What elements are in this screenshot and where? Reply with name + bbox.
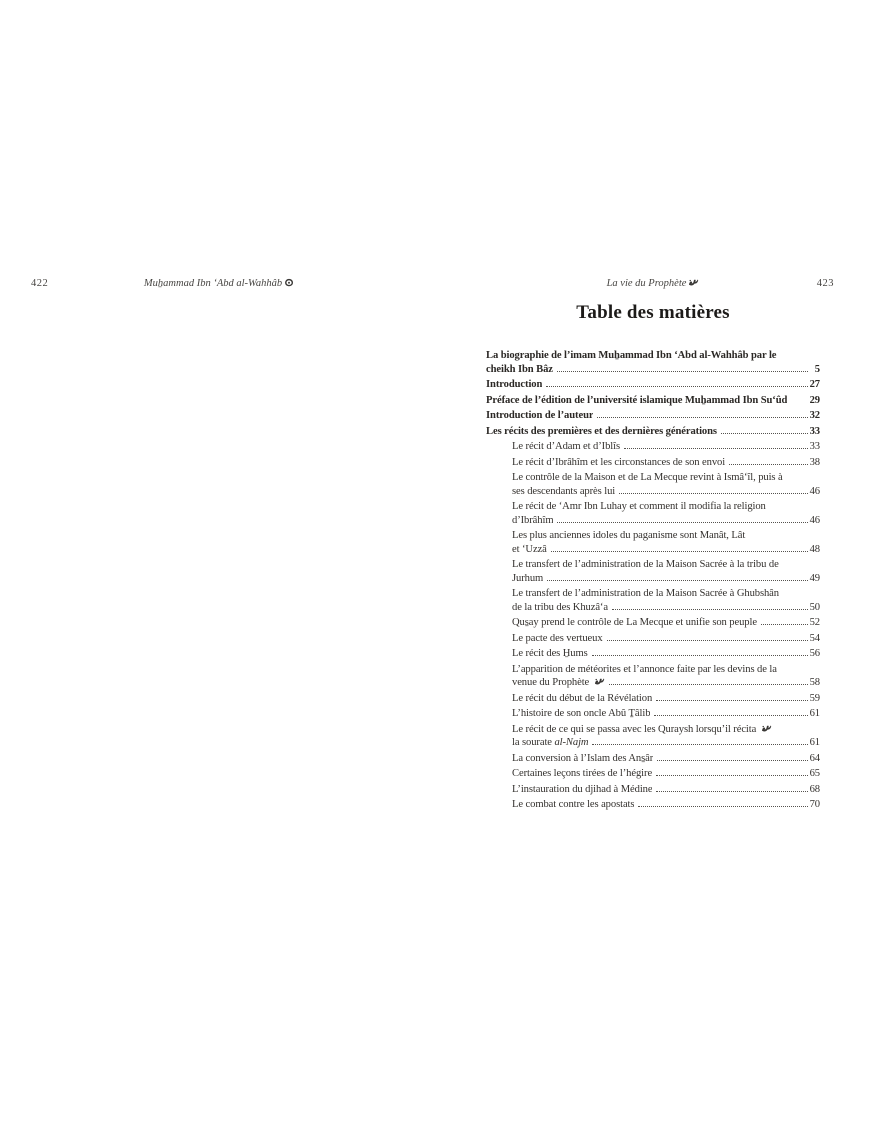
toc-page-number: 61 [809, 708, 820, 719]
dot-leader [612, 609, 808, 610]
toc-entry [486, 440, 820, 454]
dot-leader [761, 624, 808, 625]
toc-entry-text: L’apparition de météorites et l’annonce faite par les devins de la [512, 663, 777, 675]
toc-entry [486, 632, 820, 646]
right-running-head-text: La vie du Prophète [606, 278, 687, 289]
toc-line [512, 663, 820, 677]
saws-honorific-icon [594, 677, 605, 686]
toc-page-number: 54 [809, 632, 820, 644]
dot-leader [551, 551, 808, 552]
toc-entry-text: Introduction [486, 379, 543, 390]
toc-entry-text: Le contrôle de la Maison et de La Mecque revint à Ismâ‘îl, puis à [512, 472, 783, 483]
dot-leader [547, 580, 807, 581]
toc-entry [486, 409, 820, 423]
dot-leader [654, 715, 807, 716]
toc-line [486, 425, 820, 439]
toc-entry [486, 707, 820, 721]
toc-entry-text: Qus̱ay prend le contrôle de La Mecque et unifie son peuple [512, 617, 757, 628]
toc-line [512, 485, 820, 499]
toc-line [512, 543, 820, 557]
toc-entry [486, 692, 820, 706]
dot-leader [656, 775, 808, 776]
dot-leader [546, 386, 807, 387]
toc-line [512, 558, 820, 572]
toc-entry-text: Le combat contre les apostats [512, 799, 635, 810]
dot-leader [656, 791, 807, 792]
left-page-number: 422 [31, 278, 49, 289]
toc-line [512, 572, 820, 586]
dot-leader [592, 744, 807, 745]
toc-entry [486, 394, 820, 408]
toc-line [512, 692, 820, 706]
dot-leader [656, 700, 807, 701]
toc-entry [486, 767, 820, 781]
toc-line [512, 587, 820, 601]
toc-line [486, 409, 820, 423]
toc-page-number: 29 [809, 394, 820, 406]
toc-entry [486, 378, 820, 392]
saws-honorific-icon [688, 278, 699, 287]
toc-page-number: 68 [809, 783, 820, 795]
toc-line [486, 349, 820, 363]
toc-entry-text: Jurhum [512, 572, 544, 584]
toc-entry-text: d’Ibrâhîm [512, 514, 554, 526]
toc-line [512, 783, 820, 797]
toc-entry-text: L’instauration du djihad à Médine [512, 783, 653, 795]
toc-entry-text: et ‘Uzzâ [512, 543, 547, 555]
rahimahullah-honorific-icon [284, 278, 294, 287]
toc-line [512, 723, 820, 737]
toc-entries [486, 349, 820, 814]
saws-honorific-icon [761, 724, 772, 733]
toc-line [512, 752, 820, 766]
toc-entry [486, 663, 820, 690]
toc-entry-text: venue du Prophète [512, 676, 605, 690]
left-running-head [99, 278, 339, 289]
toc-line [512, 707, 820, 721]
toc-entry-text: Le récit du début de la Révélation [512, 692, 653, 704]
italic-term: al-Najm [554, 737, 589, 748]
toc-entry-text: de la tribu des Khuzâ‘a [512, 601, 608, 613]
left-running-head-text: Muẖammad Ibn ‘Abd al-Wahhâb [143, 278, 283, 289]
toc-entry-text: Le transfert de l’administration de la Maison Sacrée à Ghubshân [512, 588, 779, 599]
toc-page-number: 64 [809, 752, 820, 764]
toc-line [512, 500, 820, 514]
toc-line [486, 363, 820, 377]
toc-page-number: 56 [809, 648, 820, 659]
toc-page-number: 46 [809, 485, 820, 497]
toc-line [512, 471, 820, 485]
toc-entry-text: Le récit des H̱ums [512, 648, 588, 659]
toc-line [512, 676, 820, 690]
toc-line [512, 601, 820, 615]
toc-entry [486, 783, 820, 797]
dot-leader [638, 806, 807, 807]
dot-leader [607, 640, 808, 641]
toc-page-number: 33 [809, 425, 820, 437]
toc-entry-text: Le récit d’Adam et d’Iblîs [512, 441, 621, 452]
dot-leader [657, 760, 807, 761]
toc-entry-text: Le transfert de l’administration de la Maison Sacrée à la tribu de [512, 559, 779, 570]
toc-page-number: 46 [809, 514, 820, 526]
toc-entry-text: La conversion à l’Islam des Ans̱âr [512, 752, 654, 764]
toc-line [512, 529, 820, 543]
toc-line [512, 632, 820, 646]
toc-page-number: 58 [809, 677, 820, 688]
toc-entry [486, 456, 820, 470]
toc-entry-text: Le récit de ce qui se passa avec les Quraysh lorsqu’il récita [512, 724, 772, 735]
toc-entry-text: cheikh Ibn Bâz [486, 363, 553, 375]
toc-page-number: 48 [809, 543, 820, 555]
toc-page-number: 32 [809, 410, 820, 421]
toc-page-number: 5 [814, 363, 820, 375]
toc-page-number: 27 [809, 379, 820, 390]
toc-entry-text: la sourate al-Najm [512, 737, 589, 748]
toc-entry [486, 752, 820, 766]
right-page-number: 423 [816, 278, 834, 289]
toc-entry [486, 529, 820, 556]
dot-leader [619, 493, 807, 494]
toc-line [512, 616, 820, 630]
toc-line [512, 767, 820, 781]
toc-entry-text: Introduction de l’auteur [486, 410, 594, 421]
toc-entry [486, 798, 820, 812]
dot-leader [729, 464, 808, 465]
toc-line [512, 456, 820, 470]
toc-page-number: 33 [809, 441, 820, 452]
toc-entry-text: ses descendants après lui [512, 485, 616, 497]
toc-page-number: 38 [809, 456, 820, 468]
right-running-head [533, 278, 773, 289]
toc-page-number: 49 [809, 572, 820, 584]
toc-entry-text: La biographie de l’imam Muẖammad Ibn ‘Abd al-Wahhâb par le [486, 350, 777, 361]
toc-entry-text: Certaines leçons tirées de l’hégire [512, 768, 653, 779]
toc-line [512, 514, 820, 528]
toc-entry [486, 471, 820, 498]
toc-line [512, 647, 820, 661]
toc-line [512, 798, 820, 812]
toc-page-number: 70 [809, 799, 820, 810]
toc-line [512, 736, 820, 750]
toc-entry-text: Les plus anciennes idoles du paganisme sont Manât, Lât [512, 530, 746, 541]
toc-entry [486, 723, 820, 750]
dot-leader [624, 448, 808, 449]
toc-entry [486, 425, 820, 439]
toc-page-number: 52 [809, 617, 820, 628]
toc-entry [486, 500, 820, 527]
toc-entry-text: Le récit de ‘Amr Ibn Luhay et comment il modifia la religion [512, 501, 766, 512]
toc-entry [486, 558, 820, 585]
toc-entry-text: Le récit d’Ibrâhîm et les circonstances de son envoi [512, 456, 726, 468]
toc-entry [486, 349, 820, 376]
toc-line [486, 378, 820, 392]
dot-leader [557, 522, 807, 523]
dot-leader [721, 433, 808, 434]
dot-leader [609, 684, 808, 685]
toc-page-number: 61 [809, 737, 820, 748]
toc-entry-text: Les récits des premières et des dernières générations [486, 425, 717, 437]
toc-entry-text: Le pacte des vertueux [512, 632, 603, 644]
dot-leader [592, 655, 808, 656]
toc-entry [486, 616, 820, 630]
toc-page-number: 59 [809, 692, 820, 704]
toc-entry [486, 647, 820, 661]
toc-entry [486, 587, 820, 614]
toc-entry-text: Préface de l’édition de l’université islamique Muẖammad Ibn Su‘ûd [486, 394, 788, 406]
dot-leader [557, 371, 808, 372]
toc-page-number: 50 [809, 601, 820, 613]
toc-line [512, 440, 820, 454]
toc-line [486, 394, 820, 408]
toc-entry-text: L’histoire de son oncle Abû Ṯâlib [512, 708, 651, 719]
toc-page-number: 65 [809, 768, 820, 779]
toc-title: Table des matières [576, 302, 730, 323]
dot-leader [597, 417, 807, 418]
